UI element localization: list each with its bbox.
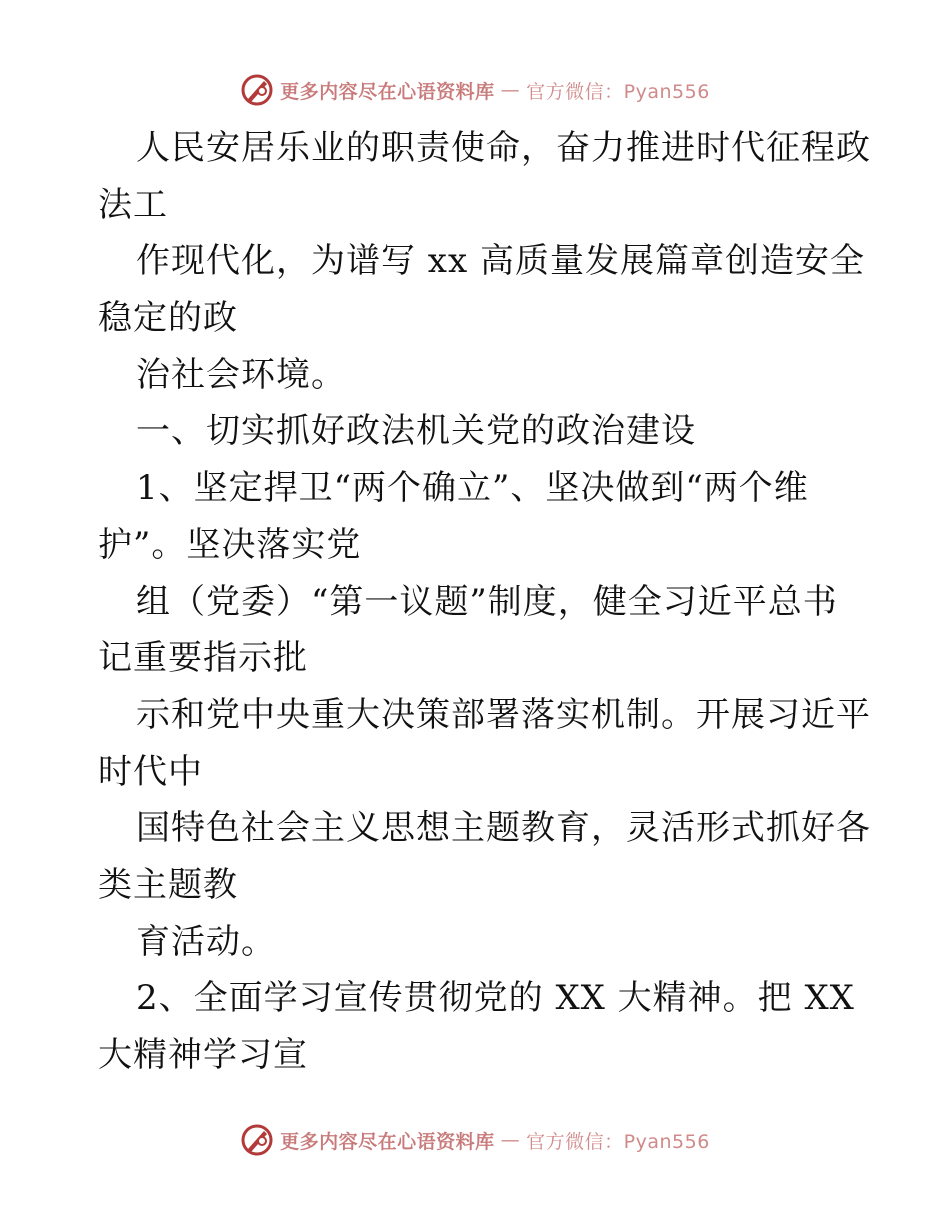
body-line: 示和党中央重大决策部署落实机制。开展习近平 bbox=[136, 694, 871, 735]
body-line: 人民安居乐业的职责使命，奋力推进时代征程政 bbox=[136, 128, 871, 168]
body-line: 时代中 bbox=[98, 751, 203, 792]
body-line: 稳定的政 bbox=[98, 298, 238, 339]
pen-logo-icon bbox=[240, 1123, 274, 1157]
body-line: 记重要指示批 bbox=[98, 638, 308, 679]
footer-wechat-text: 官方微信：Pyan556 bbox=[526, 1130, 710, 1153]
body-line: 大精神学习宣 bbox=[98, 1035, 308, 1075]
body-line: 育活动。 bbox=[136, 921, 276, 962]
body-line: 作现代化，为谱写 xx 高质量发展篇章创造安全 bbox=[136, 241, 865, 282]
pen-logo-icon bbox=[240, 73, 274, 107]
section-heading: 一、切实抓好政法机关党的政治建设 bbox=[136, 411, 696, 452]
body-line: 法工 bbox=[98, 184, 168, 225]
footer-site-text: 更多内容尽在心语资料库 bbox=[280, 1130, 495, 1153]
body-line: 国特色社会主义思想主题教育，灵活形式抓好各 bbox=[136, 808, 871, 849]
footer-banner bbox=[0, 1120, 950, 1160]
footer-separator: — bbox=[500, 1129, 521, 1151]
body-line: 治社会环境。 bbox=[136, 354, 346, 395]
document-body bbox=[98, 120, 871, 1084]
header-separator: — bbox=[500, 79, 521, 101]
body-line: 类主题教 bbox=[98, 864, 238, 905]
header-site-text: 更多内容尽在心语资料库 bbox=[280, 80, 495, 103]
body-line: 2、全面学习宣传贯彻党的 XX 大精神。把 XX bbox=[136, 978, 855, 1019]
body-line: 护”。坚决落实党 bbox=[98, 524, 362, 565]
body-line: 组（党委）“第一议题”制度，健全习近平总书 bbox=[136, 581, 838, 622]
header-wechat-text: 官方微信：Pyan556 bbox=[526, 80, 710, 103]
body-line: 1、坚定捍卫“两个确立”、坚决做到“两个维 bbox=[136, 468, 809, 509]
header-banner bbox=[0, 70, 950, 110]
